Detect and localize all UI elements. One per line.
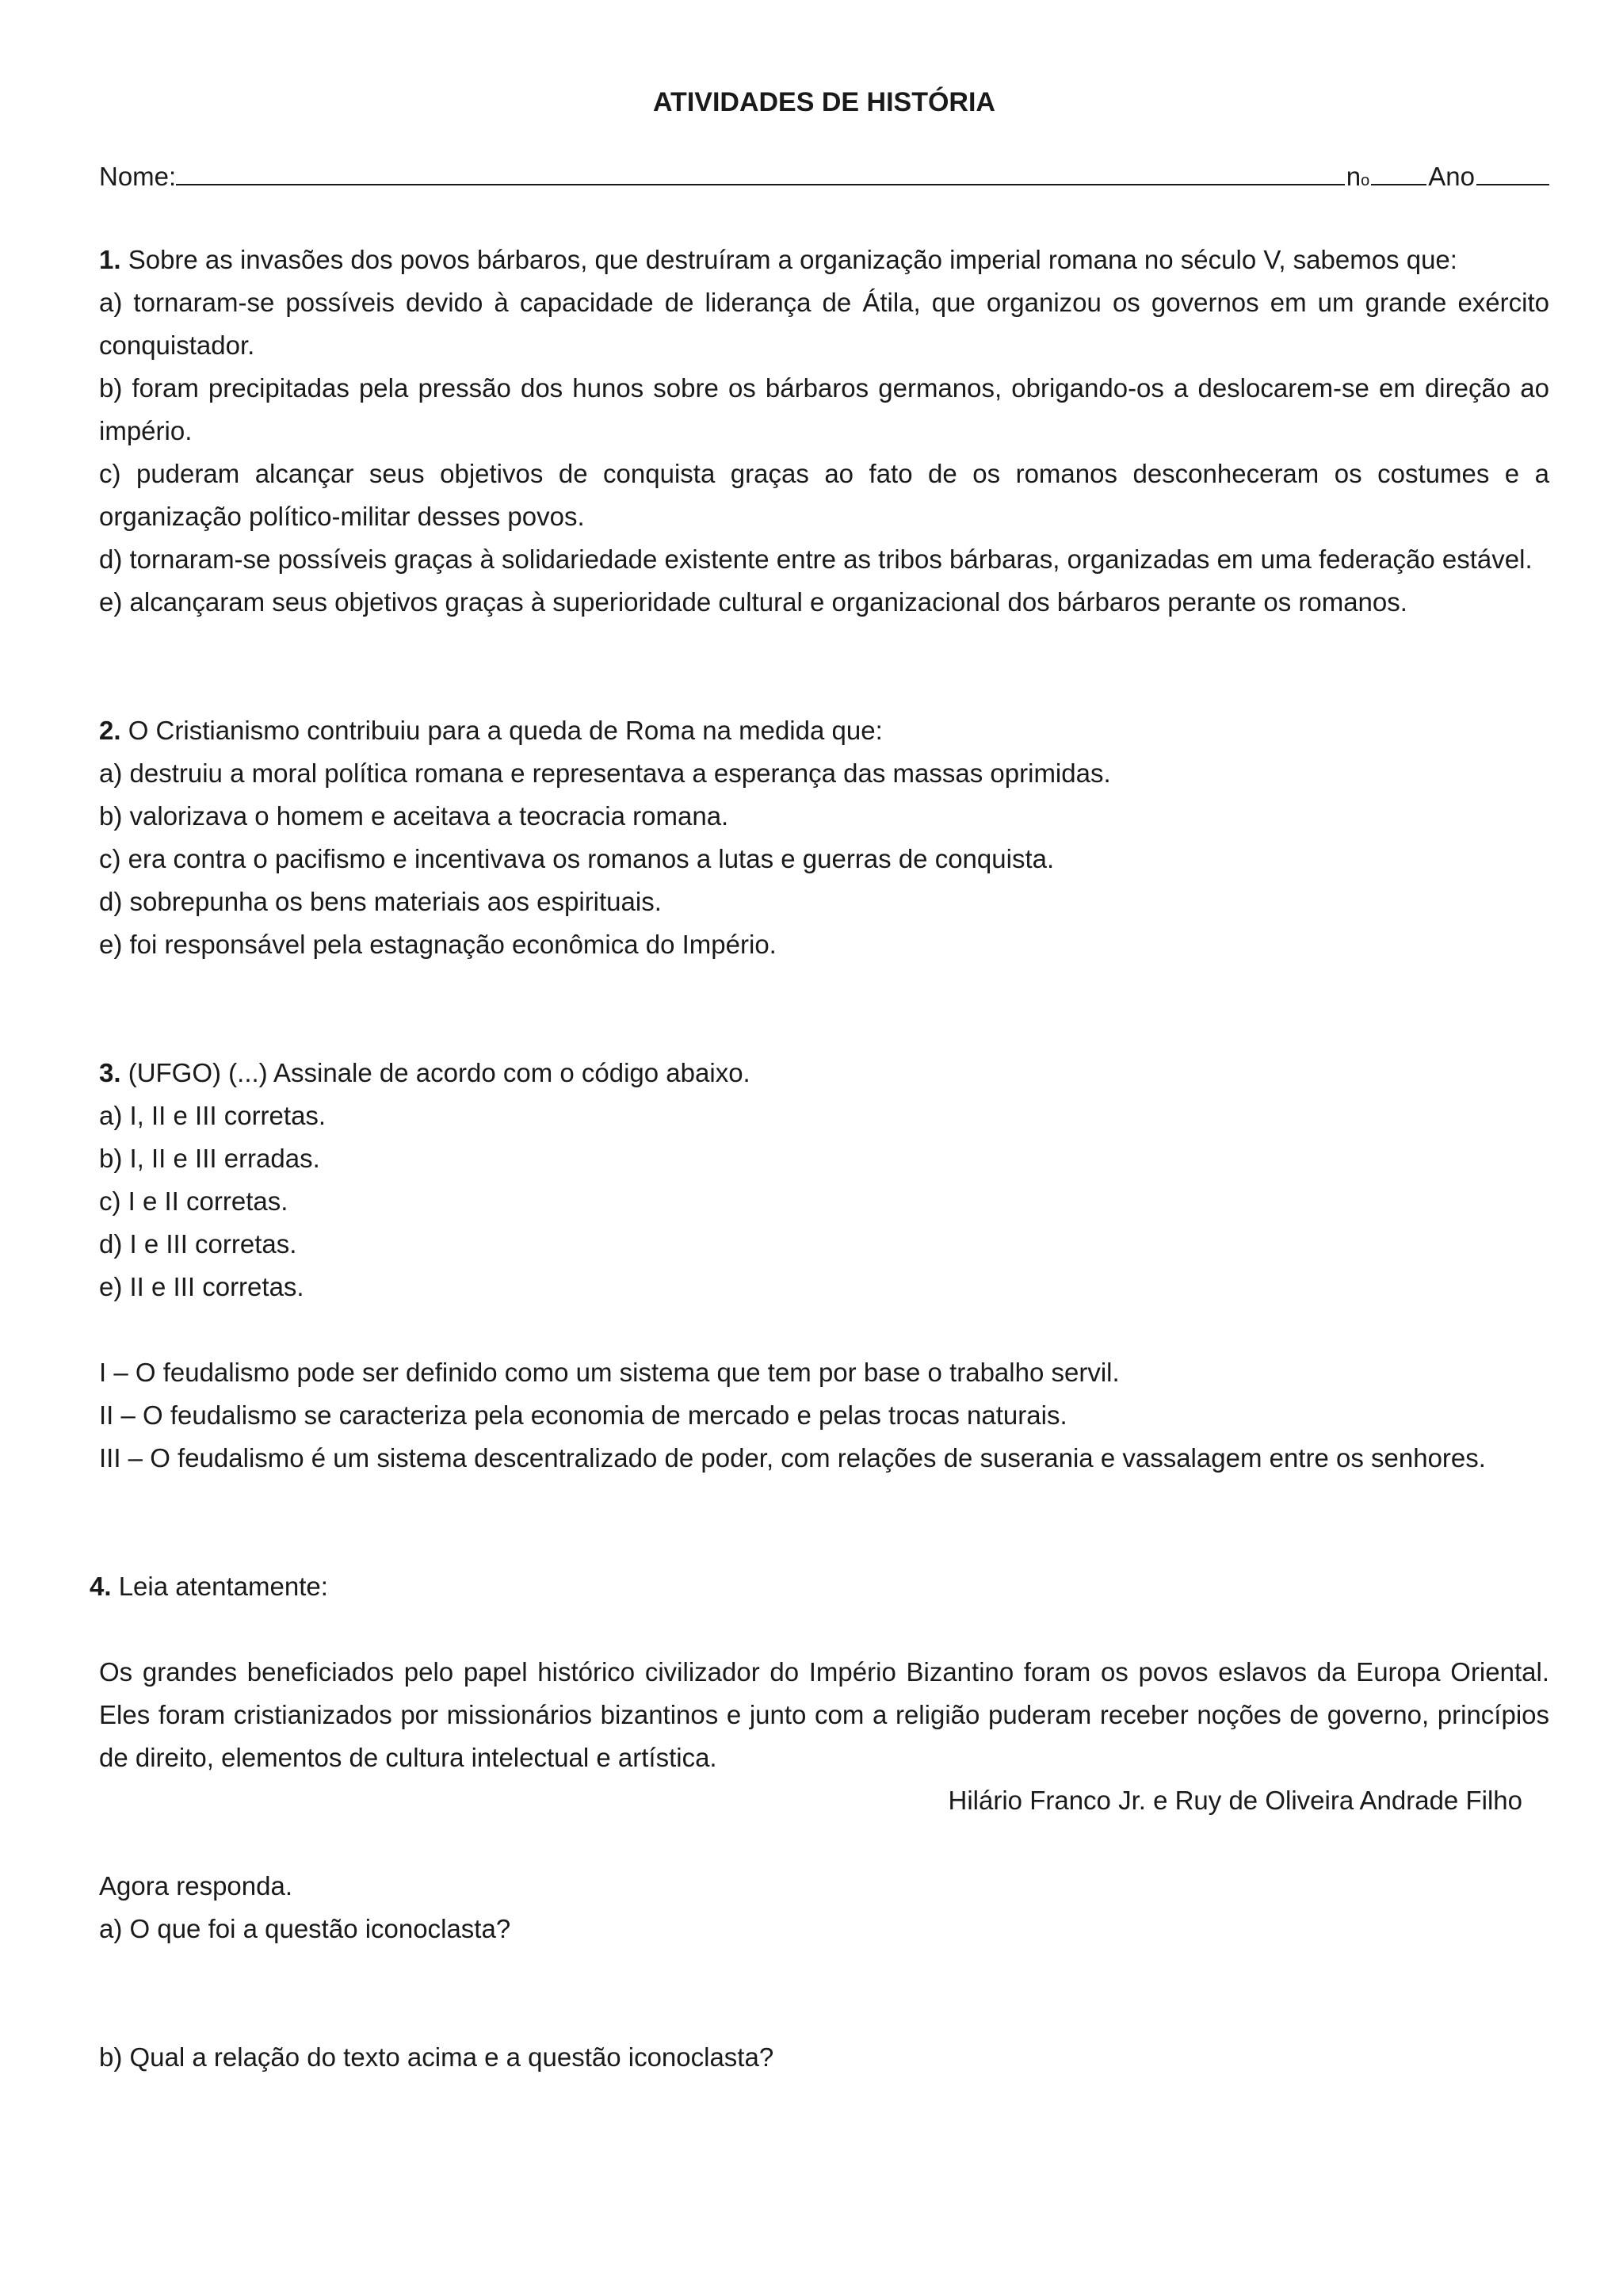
question-3-option-c: c) I e II corretas.	[99, 1186, 288, 1216]
question-2-option-c: c) era contra o pacifismo e incentivava os romanos a lutas e guerras de conquista.	[99, 844, 1055, 873]
question-3-option-a: a) I, II e III corretas.	[99, 1101, 327, 1130]
answer-space-a	[99, 1950, 1549, 2036]
question-4-instruction: Agora responda.	[99, 1871, 293, 1901]
question-2-text: O Cristianismo contribuiu para a queda de Roma na medida que:	[128, 716, 883, 745]
question-1-option-d: d) tornaram-se possíveis graças à solidariedade existente entre as tribos bárbaras, organizadas em uma federação estável.	[99, 544, 1533, 574]
question-1-number: 1.	[99, 245, 121, 274]
question-3-stem	[99, 1052, 1549, 1095]
number-blank	[1371, 160, 1426, 185]
spacer	[99, 1308, 1549, 1351]
spacer	[99, 1822, 1549, 1865]
name-blank	[176, 160, 1345, 185]
question-4-text: Leia atentamente:	[118, 1572, 328, 1601]
question-2-option-d: d) sobrepunha os bens materiais aos espirituais.	[99, 887, 662, 916]
question-4-passage: Os grandes beneficiados pelo papel histórico civilizador do Império Bizantino foram os povos eslavos da Europa Oriental. Eles foram cristianizados por missionários bizantinos e junto com a religião puderam receber noções de governo, princípios de direito, elementos de cultura intelectual e artística.	[99, 1657, 1549, 1772]
question-2-option-b: b) valorizava o homem e aceitava a teocracia romana.	[99, 801, 729, 831]
question-1-option-c: c) puderam alcançar seus objetivos de conquista graças ao fato de os romanos desconheceram os costumes e a organização político-militar desses povos.	[99, 459, 1549, 531]
student-info-line	[99, 155, 1549, 202]
question-2-option-a: a) destruiu a moral política romana e representava a esperança das massas oprimidas.	[99, 758, 1111, 788]
number-label: n	[1346, 162, 1361, 191]
question-3-statement-2: II – O feudalismo se caracteriza pela economia de mercado e pelas trocas naturais.	[99, 1400, 1067, 1430]
question-3-number: 3.	[99, 1058, 121, 1087]
question-4-number: 4.	[90, 1572, 112, 1601]
question-3-statement-1: I – O feudalismo pode ser definido como um sistema que tem por base o trabalho servil.	[99, 1358, 1120, 1387]
question-3-option-e: e) II e III corretas.	[99, 1272, 304, 1301]
question-4	[90, 1565, 1549, 2079]
year-label: Ano	[1428, 162, 1475, 191]
question-3-option-d: d) I e III corretas.	[99, 1229, 297, 1259]
question-2-option-e: e) foi responsável pela estagnação econômica do Império.	[99, 930, 777, 959]
question-2	[99, 709, 1549, 966]
page-title: ATIVIDADES DE HISTÓRIA	[653, 87, 995, 117]
question-1-text: Sobre as invasões dos povos bárbaros, que destruíram a organização imperial romana no século V, sabemos que:	[128, 245, 1457, 274]
question-3-option-b: b) I, II e III erradas.	[99, 1144, 320, 1173]
question-1-option-e: e) alcançaram seus objetivos graças à superioridade cultural e organizacional dos bárbaros perante os romanos.	[99, 587, 1407, 617]
worksheet-page	[90, 71, 1549, 2079]
question-1	[99, 239, 1549, 624]
question-4-part-b: b) Qual a relação do texto acima e a questão iconoclasta?	[99, 2042, 774, 2072]
spacer	[99, 1480, 1549, 1565]
number-sup: o	[1361, 172, 1370, 189]
question-3-statement-3: III – O feudalismo é um sistema descentralizado de poder, com relações de suserania e vassalagem entre os senhores.	[99, 1443, 1486, 1473]
question-3-text: (UFGO) (...) Assinale de acordo com o código abaixo.	[128, 1058, 750, 1087]
question-2-number: 2.	[99, 716, 121, 745]
question-4-stem	[90, 1565, 1549, 1608]
question-2-stem	[99, 709, 1549, 752]
spacer	[99, 1608, 1549, 1651]
question-1-option-a: a) tornaram-se possíveis devido à capacidade de liderança de Átila, que organizou os governos em um grande exército conquistador.	[99, 288, 1549, 360]
spacer	[99, 966, 1549, 1052]
question-3	[99, 1052, 1549, 1480]
spacer	[99, 624, 1549, 709]
passage-author: Hilário Franco Jr. e Ruy de Oliveira Andrade Filho	[948, 1786, 1522, 1815]
question-1-option-b: b) foram precipitadas pela pressão dos hunos sobre os bárbaros germanos, obrigando-os a deslocarem-se em direção ao império.	[99, 373, 1549, 445]
year-blank	[1476, 160, 1549, 185]
question-4-part-a: a) O que foi a questão iconoclasta?	[99, 1914, 511, 1943]
name-label: Nome:	[99, 162, 177, 191]
question-1-stem	[99, 239, 1549, 281]
